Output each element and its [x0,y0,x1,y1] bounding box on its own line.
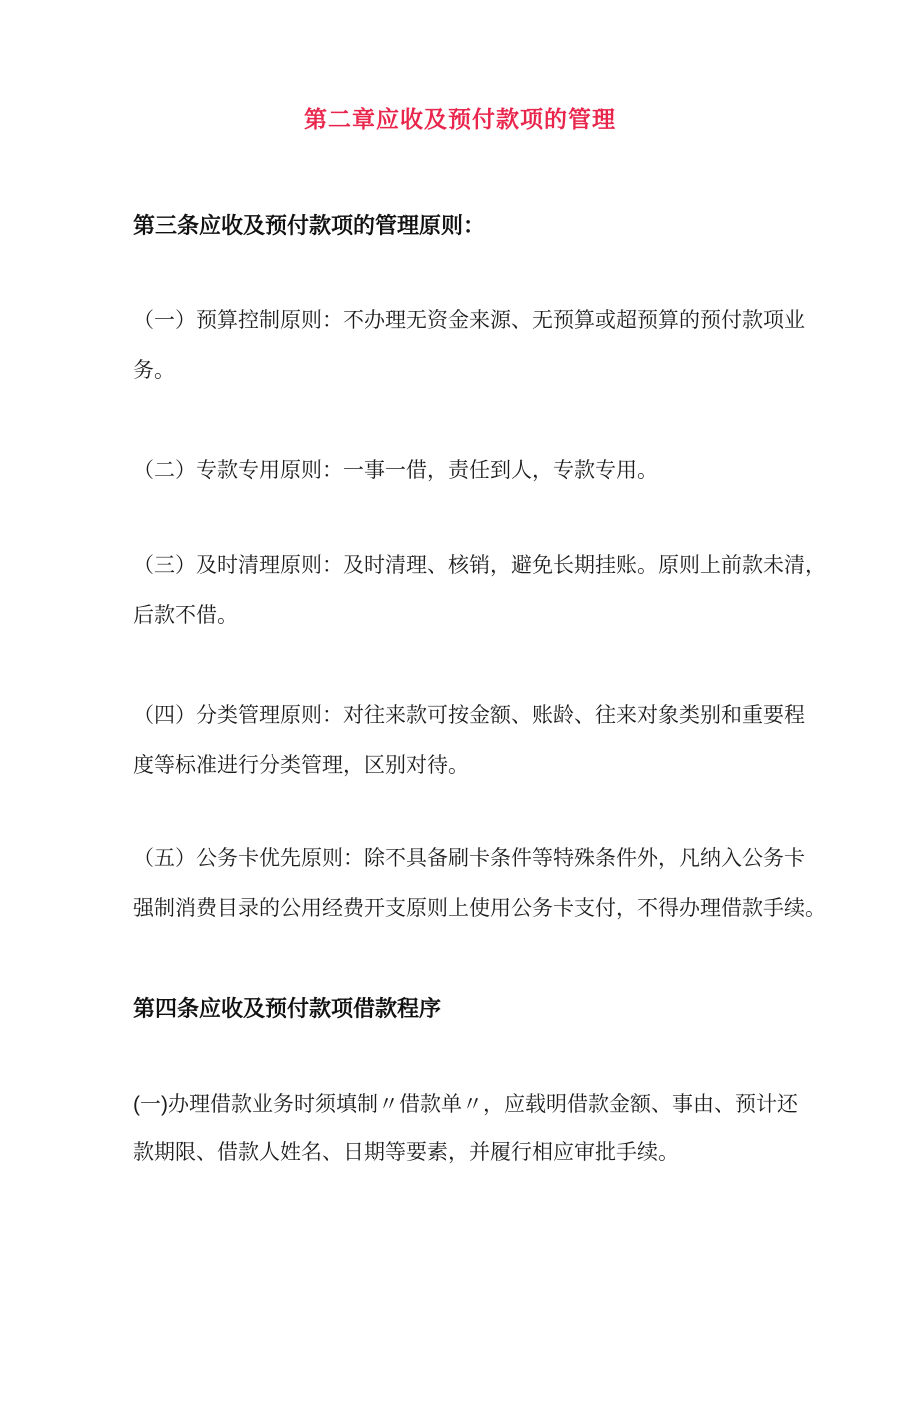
paragraph-line: （一）预算控制原则：不办理无资金来源、无预算或超预算的预付款项业 [133,309,805,332]
paragraph-principle-3 [133,541,826,641]
paragraph-line: 度等标准进行分类管理，区别对待。 [133,754,469,777]
paragraph-line: 务。 [133,359,175,382]
paragraph-line: （五）公务卡优先原则：除不具备刷卡条件等特殊条件外，凡纳入公务卡 [133,847,805,870]
document-page [0,103,920,1404]
paragraph-principle-4 [133,691,805,791]
paragraph-line: （四）分类管理原则：对往来款可按金额、账龄、往来对象类别和重要程 [133,704,805,727]
paragraph-principle-5 [133,834,826,934]
paragraph-borrowing-procedure-1 [133,1081,798,1177]
paragraph-line: 后款不借。 [133,604,238,627]
paragraph-principle-1 [133,296,805,396]
paragraph-line: （二）专款专用原则：一事一借，责任到人，专款专用。 [133,459,658,482]
section-heading-article-3: 第三条应收及预付款项的管理原则： [133,213,486,238]
paragraph-line: (一)办理借款业务时须填制〃借款单〃，应载明借款金额、事由、预计还 [133,1093,798,1116]
page-title: 第二章应收及预付款项的管理 [304,106,616,132]
paragraph-line: （三）及时清理原则：及时清理、核销，避免长期挂账。原则上前款未清， [133,554,826,577]
paragraph-principle-2 [133,446,787,496]
section-heading-article-4: 第四条应收及预付款项借款程序 [133,996,442,1021]
paragraph-line: 强制消费目录的公用经费开支原则上使用公务卡支付，不得办理借款手续。 [133,897,826,920]
paragraph-line: 款期限、借款人姓名、日期等要素，并履行相应审批手续。 [133,1141,679,1164]
